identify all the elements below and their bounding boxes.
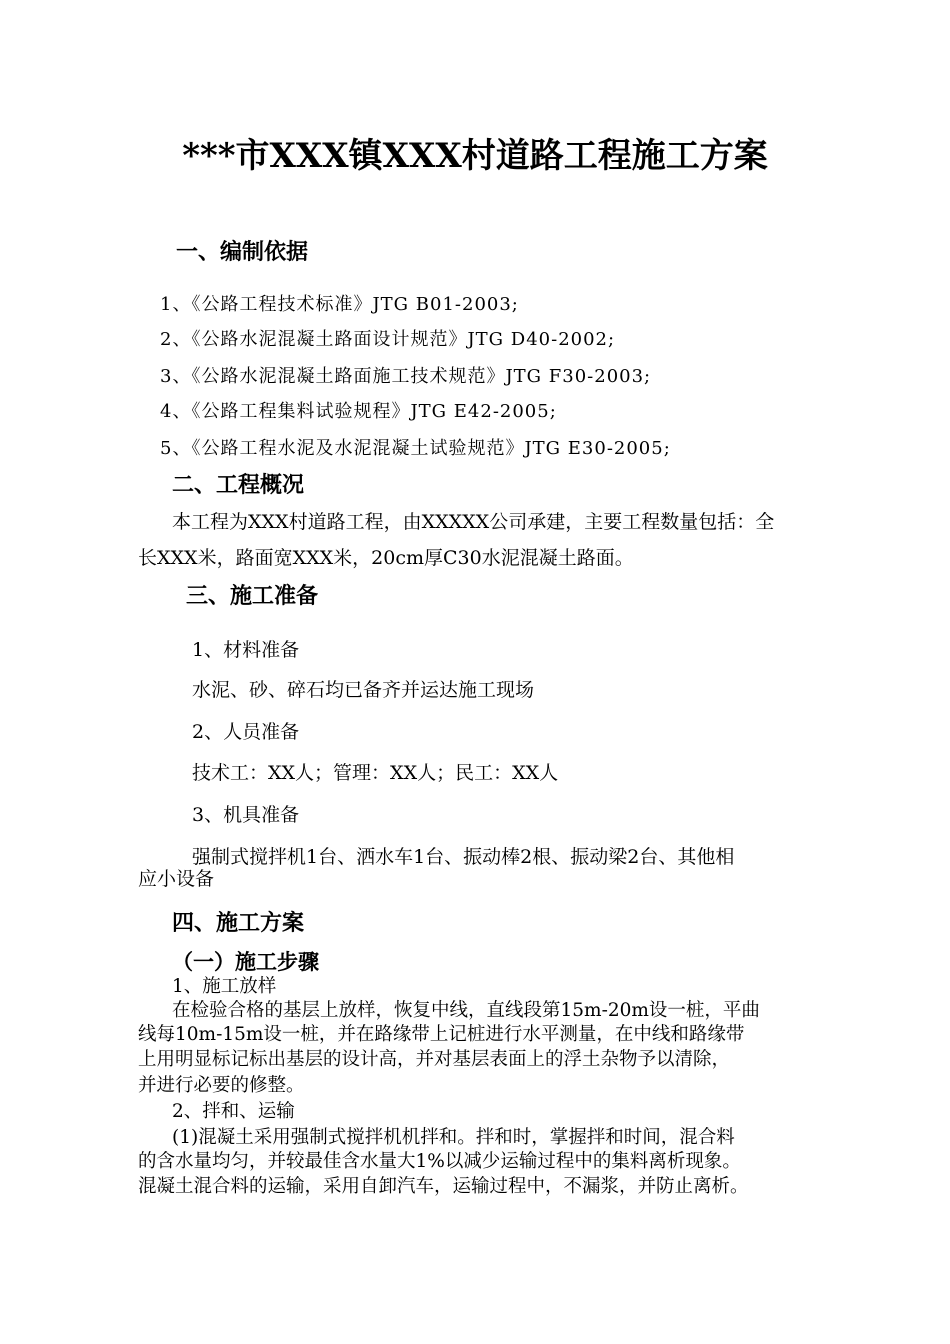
step-1-line-1: 在检验合格的基层上放样，恢复中线，直线段第15m-20m设一桩，平曲 <box>172 1000 760 1021</box>
step-2-line-2: 的含水量均匀，并较最佳含水量大1%以减少运输过程中的集料离析现象。 <box>138 1151 741 1172</box>
section-heading-basis: 一、编制依据 <box>176 239 309 265</box>
step-1-line-3: 上用明显标记标出基层的设计高，并对基层表面上的浮土杂物予以清除， <box>138 1049 731 1070</box>
reference-item-5: 5、《公路工程水泥及水泥混凝土试验规范》JTG E30-2005; <box>160 438 671 459</box>
overview-paragraph-line-2: 长XXX米，路面宽XXX米，20cm厚C30水泥混凝土路面。 <box>138 547 634 569</box>
step-1-title: 1、施工放样 <box>172 976 277 997</box>
step-2-title: 2、拌和、运输 <box>172 1101 295 1122</box>
step-2-line-1: (1)混凝土采用强制式搅拌机机拌和。拌和时，掌握拌和时间，混合料 <box>172 1127 735 1148</box>
subsection-heading-steps: （一）施工步骤 <box>172 949 319 974</box>
prep-item-materials-title: 1、材料准备 <box>192 639 300 661</box>
prep-item-materials-text: 水泥、砂、碎石均已备齐并运达施工现场 <box>192 679 535 701</box>
prep-item-equipment-line-2: 应小设备 <box>138 868 215 890</box>
reference-item-3: 3、《公路水泥混凝土路面施工技术规范》JTG F30-2003; <box>160 366 652 387</box>
document-title: ***市XXX镇XXX村道路工程施工方案 <box>182 136 768 176</box>
prep-item-personnel-text: 技术工：XX人；管理：XX人；民工：XX人 <box>192 762 559 784</box>
section-heading-plan: 四、施工方案 <box>172 910 305 936</box>
step-2-line-3: 混凝土混合料的运输，采用自卸汽车，运输过程中，不漏浆，并防止离析。 <box>138 1176 749 1197</box>
step-1-line-2: 线每10m-15m设一桩，并在路缘带上记桩进行水平测量，在中线和路缘带 <box>138 1024 745 1045</box>
prep-item-equipment-title: 3、机具准备 <box>192 804 300 826</box>
reference-item-4: 4、《公路工程集料试验规程》JTG E42-2005; <box>160 401 557 422</box>
section-heading-overview: 二、工程概况 <box>172 472 305 498</box>
reference-item-1: 1、《公路工程技术标准》JTG B01-2003; <box>160 294 519 315</box>
overview-paragraph-line-1: 本工程为XXX村道路工程，由XXXXX公司承建，主要工程数量包括：全 <box>172 511 775 533</box>
reference-item-2: 2、《公路水泥混凝土路面设计规范》JTG D40-2002; <box>160 329 616 350</box>
prep-item-personnel-title: 2、人员准备 <box>192 721 300 743</box>
section-heading-preparation: 三、施工准备 <box>186 583 319 609</box>
step-1-line-4: 并进行必要的修整。 <box>138 1075 305 1096</box>
prep-item-equipment-line-1: 强制式搅拌机1台、洒水车1台、振动棒2根、振动梁2台、其他相 <box>192 846 735 868</box>
